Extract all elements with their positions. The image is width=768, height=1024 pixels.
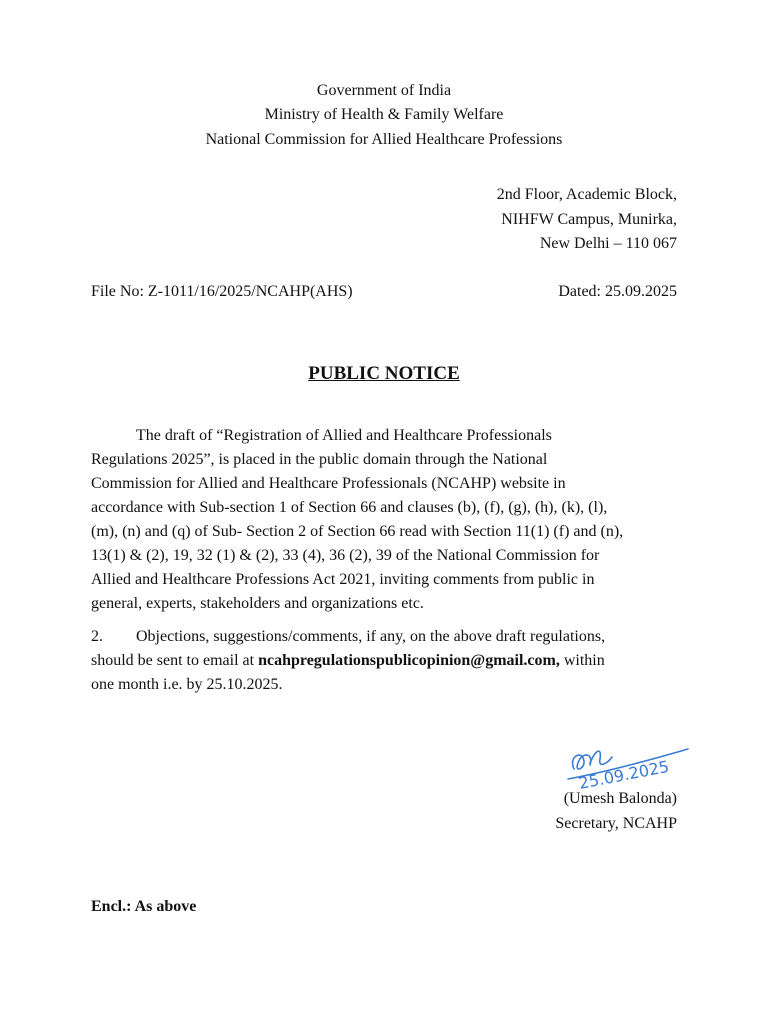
address-line-2: NIHFW Campus, Munirka, [501,211,677,228]
email-address: ncahpregulationspublicopinion@gmail.com, [258,652,560,669]
address-line-3: New Delhi – 110 067 [539,235,677,252]
paragraph-1-line: accordance with Sub-section 1 of Section 66 and clauses (b), (f), (g), (h), (k), (l), [91,499,608,516]
enclosure-note: Encl.: As above [91,898,197,915]
paragraph-1-line: (m), (n) and (q) of Sub- Section 2 of Section 66 read with Section 11(1) (f) and (n), [91,523,624,540]
paragraph-1-line: Regulations 2025”, is placed in the public domain through the National [91,451,548,468]
paragraph-2-line: one month i.e. by 25.10.2025. [91,676,283,693]
paragraph-1-line: Allied and Healthcare Professions Act 2021, inviting comments from public in [91,571,595,588]
header-government: Government of India [316,82,452,99]
paragraph-1-line: Commission for Allied and Healthcare Professionals (NCAHP) website in [91,475,566,492]
header-commission: National Commission for Allied Healthcare Professions [205,131,563,148]
header-ministry: Ministry of Health & Family Welfare [264,106,504,123]
paragraph-1-line: 13(1) & (2), 19, 32 (1) & (2), 33 (4), 36 (2), 39 of the National Commission for [91,547,600,564]
paragraph-1 [91,424,677,616]
paragraph-2-number: 2. [91,628,103,645]
file-number: File No: Z-1011/16/2025/NCAHP(AHS) [91,283,353,300]
paragraph-1-line: The draft of “Registration of Allied and Healthcare Professionals [136,427,552,444]
paragraph-2-line: should be sent to email at ncahpregulationspublicopinion@gmail.com, within [91,652,605,669]
paragraph-2-line: 2. Objections, suggestions/comments, if any, on the above draft regulations, [91,625,677,649]
date: Dated: 25.09.2025 [558,283,677,300]
signatory-designation: Secretary, NCAHP [555,815,677,832]
handwritten-date: 25.09.2025 [577,756,671,793]
notice-title: PUBLIC NOTICE [308,363,460,384]
signatory-name: (Umesh Balonda) [563,790,677,807]
paragraph-1-line: general, experts, stakeholders and organizations etc. [91,595,424,612]
paragraph-2 [91,625,677,697]
address-line-1: 2nd Floor, Academic Block, [496,186,677,203]
